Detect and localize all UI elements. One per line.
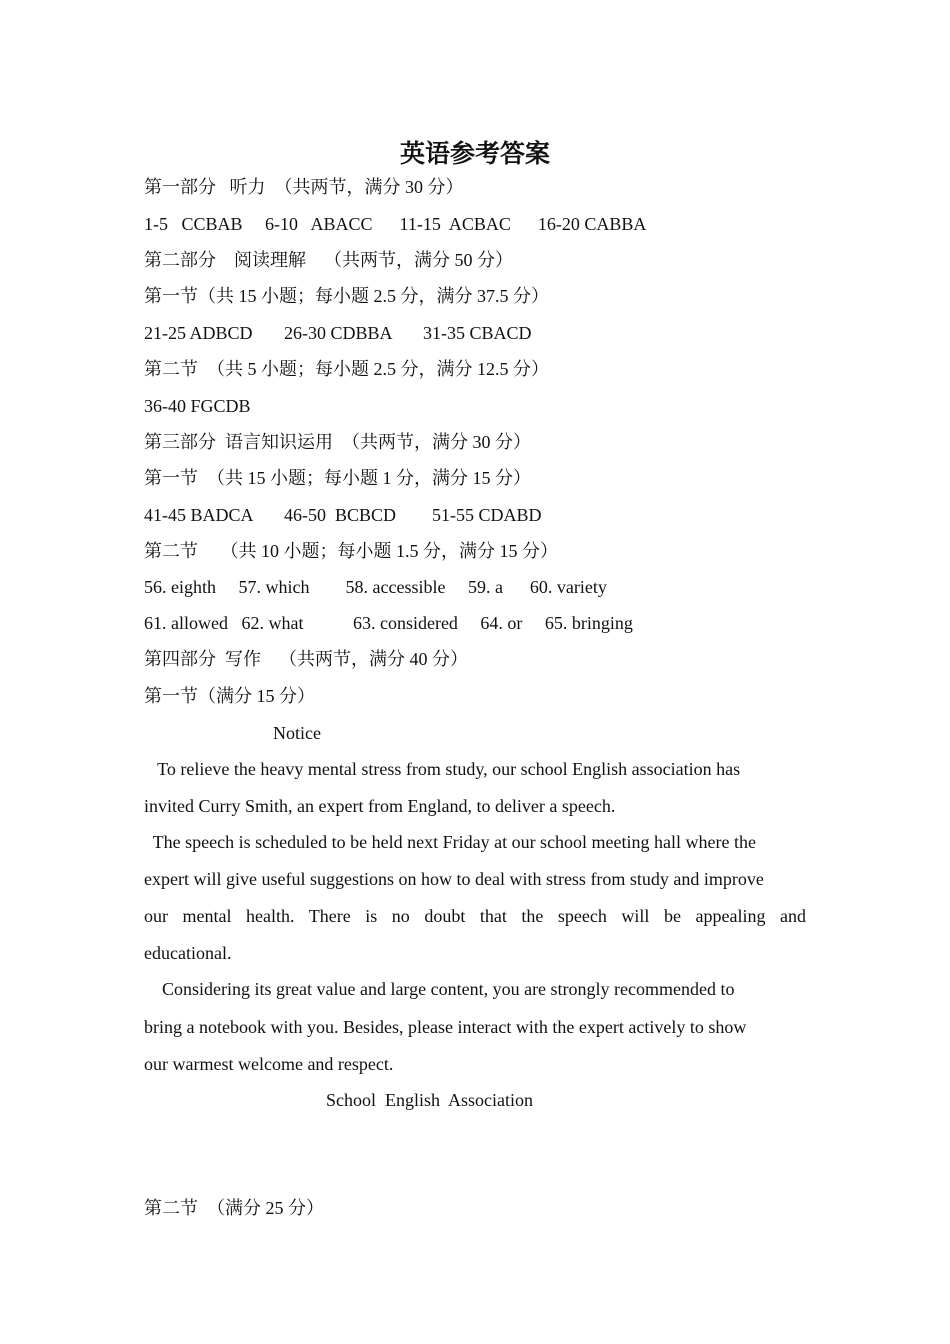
notice-paragraph-3-line-2: bring a notebook with you. Besides, please interact with the expert actively to show <box>144 1017 747 1037</box>
writing-part-2-heading: 第二节 （满分 25 分） <box>144 1198 324 1218</box>
language-part-2-heading: 第二节 （共 10 小题；每小题 1.5 分，满分 15 分） <box>144 541 558 561</box>
reading-part-2-heading: 第二节 （共 5 小题；每小题 2.5 分，满分 12.5 分） <box>144 359 549 379</box>
reading-part-1-answers: 21-25 ADBCD 26-30 CDBBA 31-35 CBACD <box>144 323 532 343</box>
notice-paragraph-3-line-3: our warmest welcome and respect. <box>144 1054 394 1074</box>
notice-signature: School English Association <box>326 1090 533 1110</box>
notice-paragraph-2-line-1: The speech is scheduled to be held next Friday at our school meeting hall where the <box>144 832 756 852</box>
cloze-answers-row-1: 56. eighth 57. which 58. accessible 59. a 60. variety <box>144 577 607 597</box>
reading-part-1-heading: 第一节（共 15 小题；每小题 2.5 分，满分 37.5 分） <box>144 286 549 306</box>
notice-paragraph-2-line-3: our mental health. There is no doubt that the speech will be appealing and <box>144 906 806 926</box>
writing-part-1-heading: 第一节（满分 15 分） <box>144 686 315 706</box>
language-part-1-heading: 第一节 （共 15 小题；每小题 1 分，满分 15 分） <box>144 468 531 488</box>
notice-paragraph-2-line-4: educational. <box>144 943 232 963</box>
page-title: 英语参考答案 <box>399 139 550 168</box>
notice-paragraph-3-line-1: Considering its great value and large content, you are strongly recommended to <box>144 979 735 999</box>
notice-paragraph-1-line-1: To relieve the heavy mental stress from study, our school English association has <box>144 759 741 779</box>
notice-paragraph-2-line-2: expert will give useful suggestions on how to deal with stress from study and improve <box>144 869 764 889</box>
section-3-heading: 第三部分 语言知识运用 （共两节，满分 30 分） <box>144 432 531 452</box>
notice-title: Notice <box>273 723 321 743</box>
reading-part-2-answers: 36-40 FGCDB <box>144 396 251 416</box>
section-1-heading: 第一部分 听力 （共两节，满分 30 分） <box>144 177 464 197</box>
cloze-answers-row-2: 61. allowed 62. what 63. considered 64. or 65. bringing <box>144 613 633 633</box>
language-part-1-answers: 41-45 BADCA 46-50 BCBCD 51-55 CDABD <box>144 505 542 525</box>
listening-answers: 1-5 CCBAB 6-10 ABACC 11-15 ACBAC 16-20 CABBA <box>144 214 647 234</box>
section-2-heading: 第二部分 阅读理解 （共两节，满分 50 分） <box>144 250 513 270</box>
section-4-heading: 第四部分 写作 （共两节，满分 40 分） <box>144 649 468 669</box>
notice-paragraph-1-line-2: invited Curry Smith, an expert from England, to deliver a speech. <box>144 796 616 816</box>
